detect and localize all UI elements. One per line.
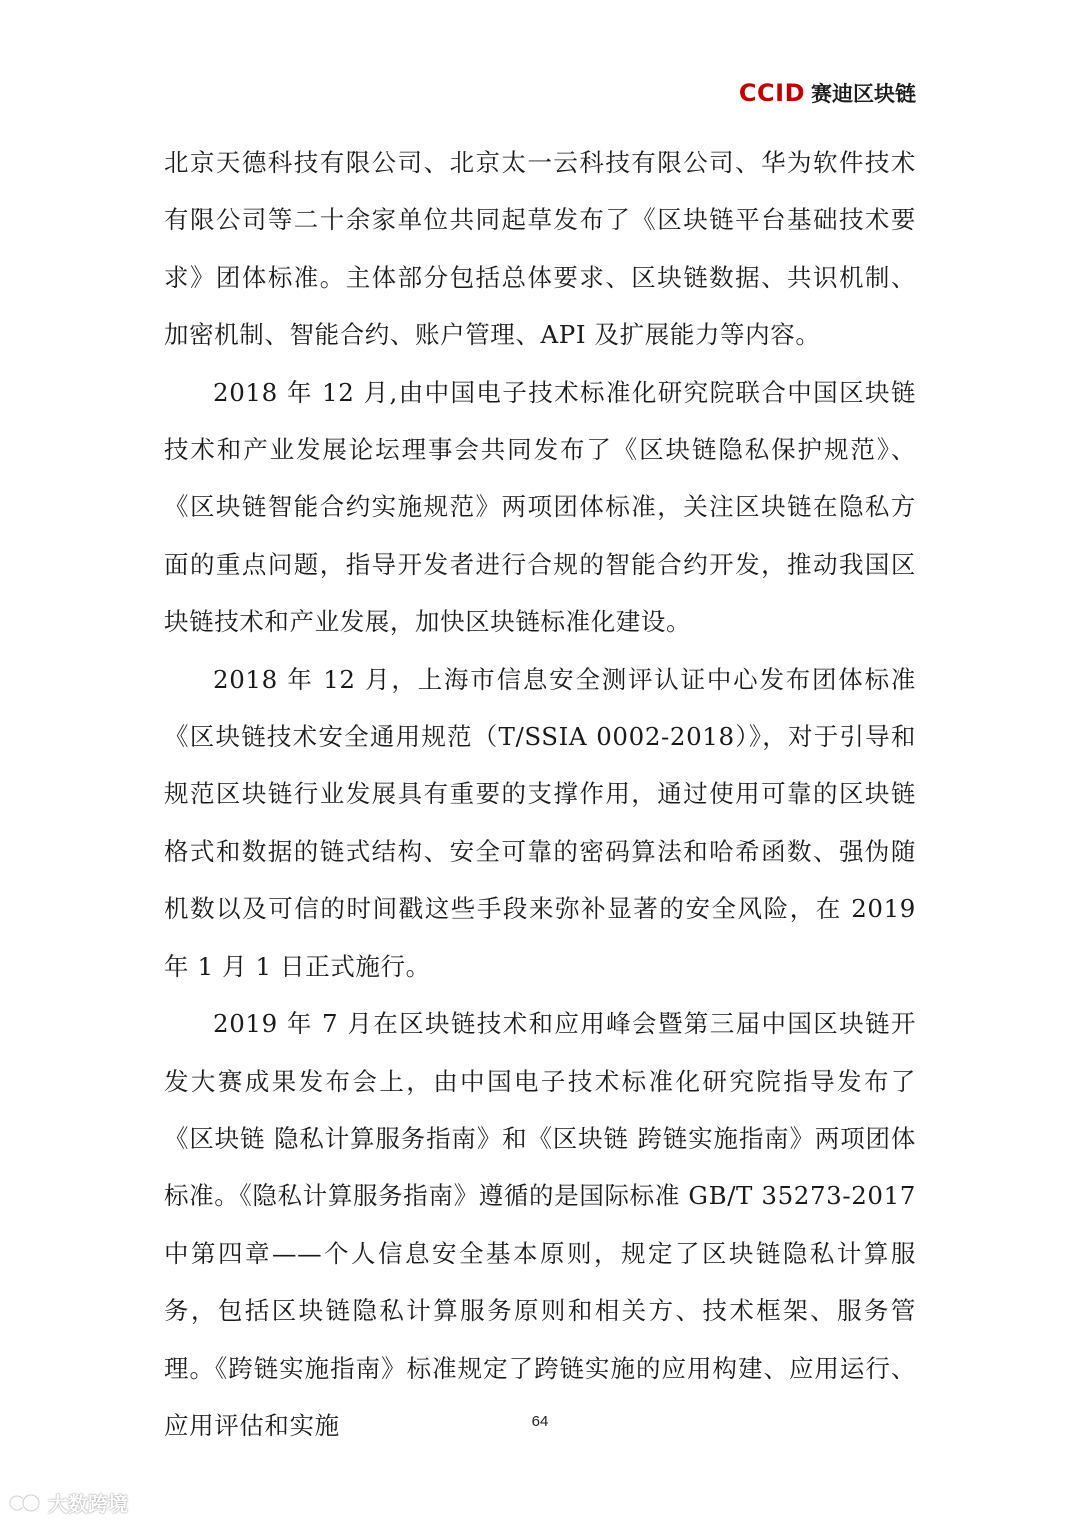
paragraph-2019-standards: 2019 年 7 月在区块链技术和应用峰会暨第三届中国区块链开发大赛成果发布会上，由中国电子技术标准化研究院指导发布了《区块链 隐私计算服务指南》和《区块链 跨链实施指南》两项团体标准。《隐私计算服务指南》遵循的是国际标准 GB/T 35273-2017 中第四章——个人信息安全基本原则，规定了区块链隐私计算服务，包括区块链隐私计算服务原则和相关方、技术框架、服务管理。《跨链实施指南》标准规定了跨链实施的应用构建、应用运行、应用评估和实施 [164, 1009, 916, 1440]
paragraph-continued: 北京天德科技有限公司、北京太一云科技有限公司、华为软件技术有限公司等二十余家单位共同起草发布了《区块链平台基础技术要求》团体标准。主体部分包括总体要求、区块链数据、共识机制、加密机制、智能合约、账户管理、API 及扩展能力等内容。 [164, 148, 916, 350]
document-body [164, 134, 916, 1454]
watermark-text: 大数跨境 [48, 1492, 128, 1516]
watermark [8, 1488, 128, 1517]
paragraph-privacy-standards: 2018 年 12 月,由中国电子技术标准化研究院联合中国区块链技术和产业发展论坛理事会共同发布了《区块链隐私保护规范》、《区块链智能合约实施规范》两项团体标准，关注区块链在隐私方面的重点问题，指导开发者进行合规的智能合约开发，推动我国区块链技术和产业发展，加快区块链标准化建设。 [164, 377, 916, 637]
header-brand [739, 78, 916, 108]
brand-logo-latin: CCID [738, 79, 805, 107]
paragraph-shanghai-standard: 2018 年 12 月，上海市信息安全测评认证中心发布团体标准《区块链技术安全通用规范（T/SSIA 0002-2018）》，对于引导和规范区块链行业发展具有重要的支撑作用，通过使用可靠的区块链格式和数据的链式结构、安全可靠的密码算法和哈希函数、强伪随机数以及可信的时间戳这些手段来弥补显著的安全风险，在 2019 年 1 月 1 日正式施行。 [164, 664, 916, 981]
watermark-logo-icon [8, 1490, 42, 1516]
page-number: 64 [531, 1413, 549, 1430]
brand-logo-chinese: 赛迪区块链 [811, 82, 916, 106]
